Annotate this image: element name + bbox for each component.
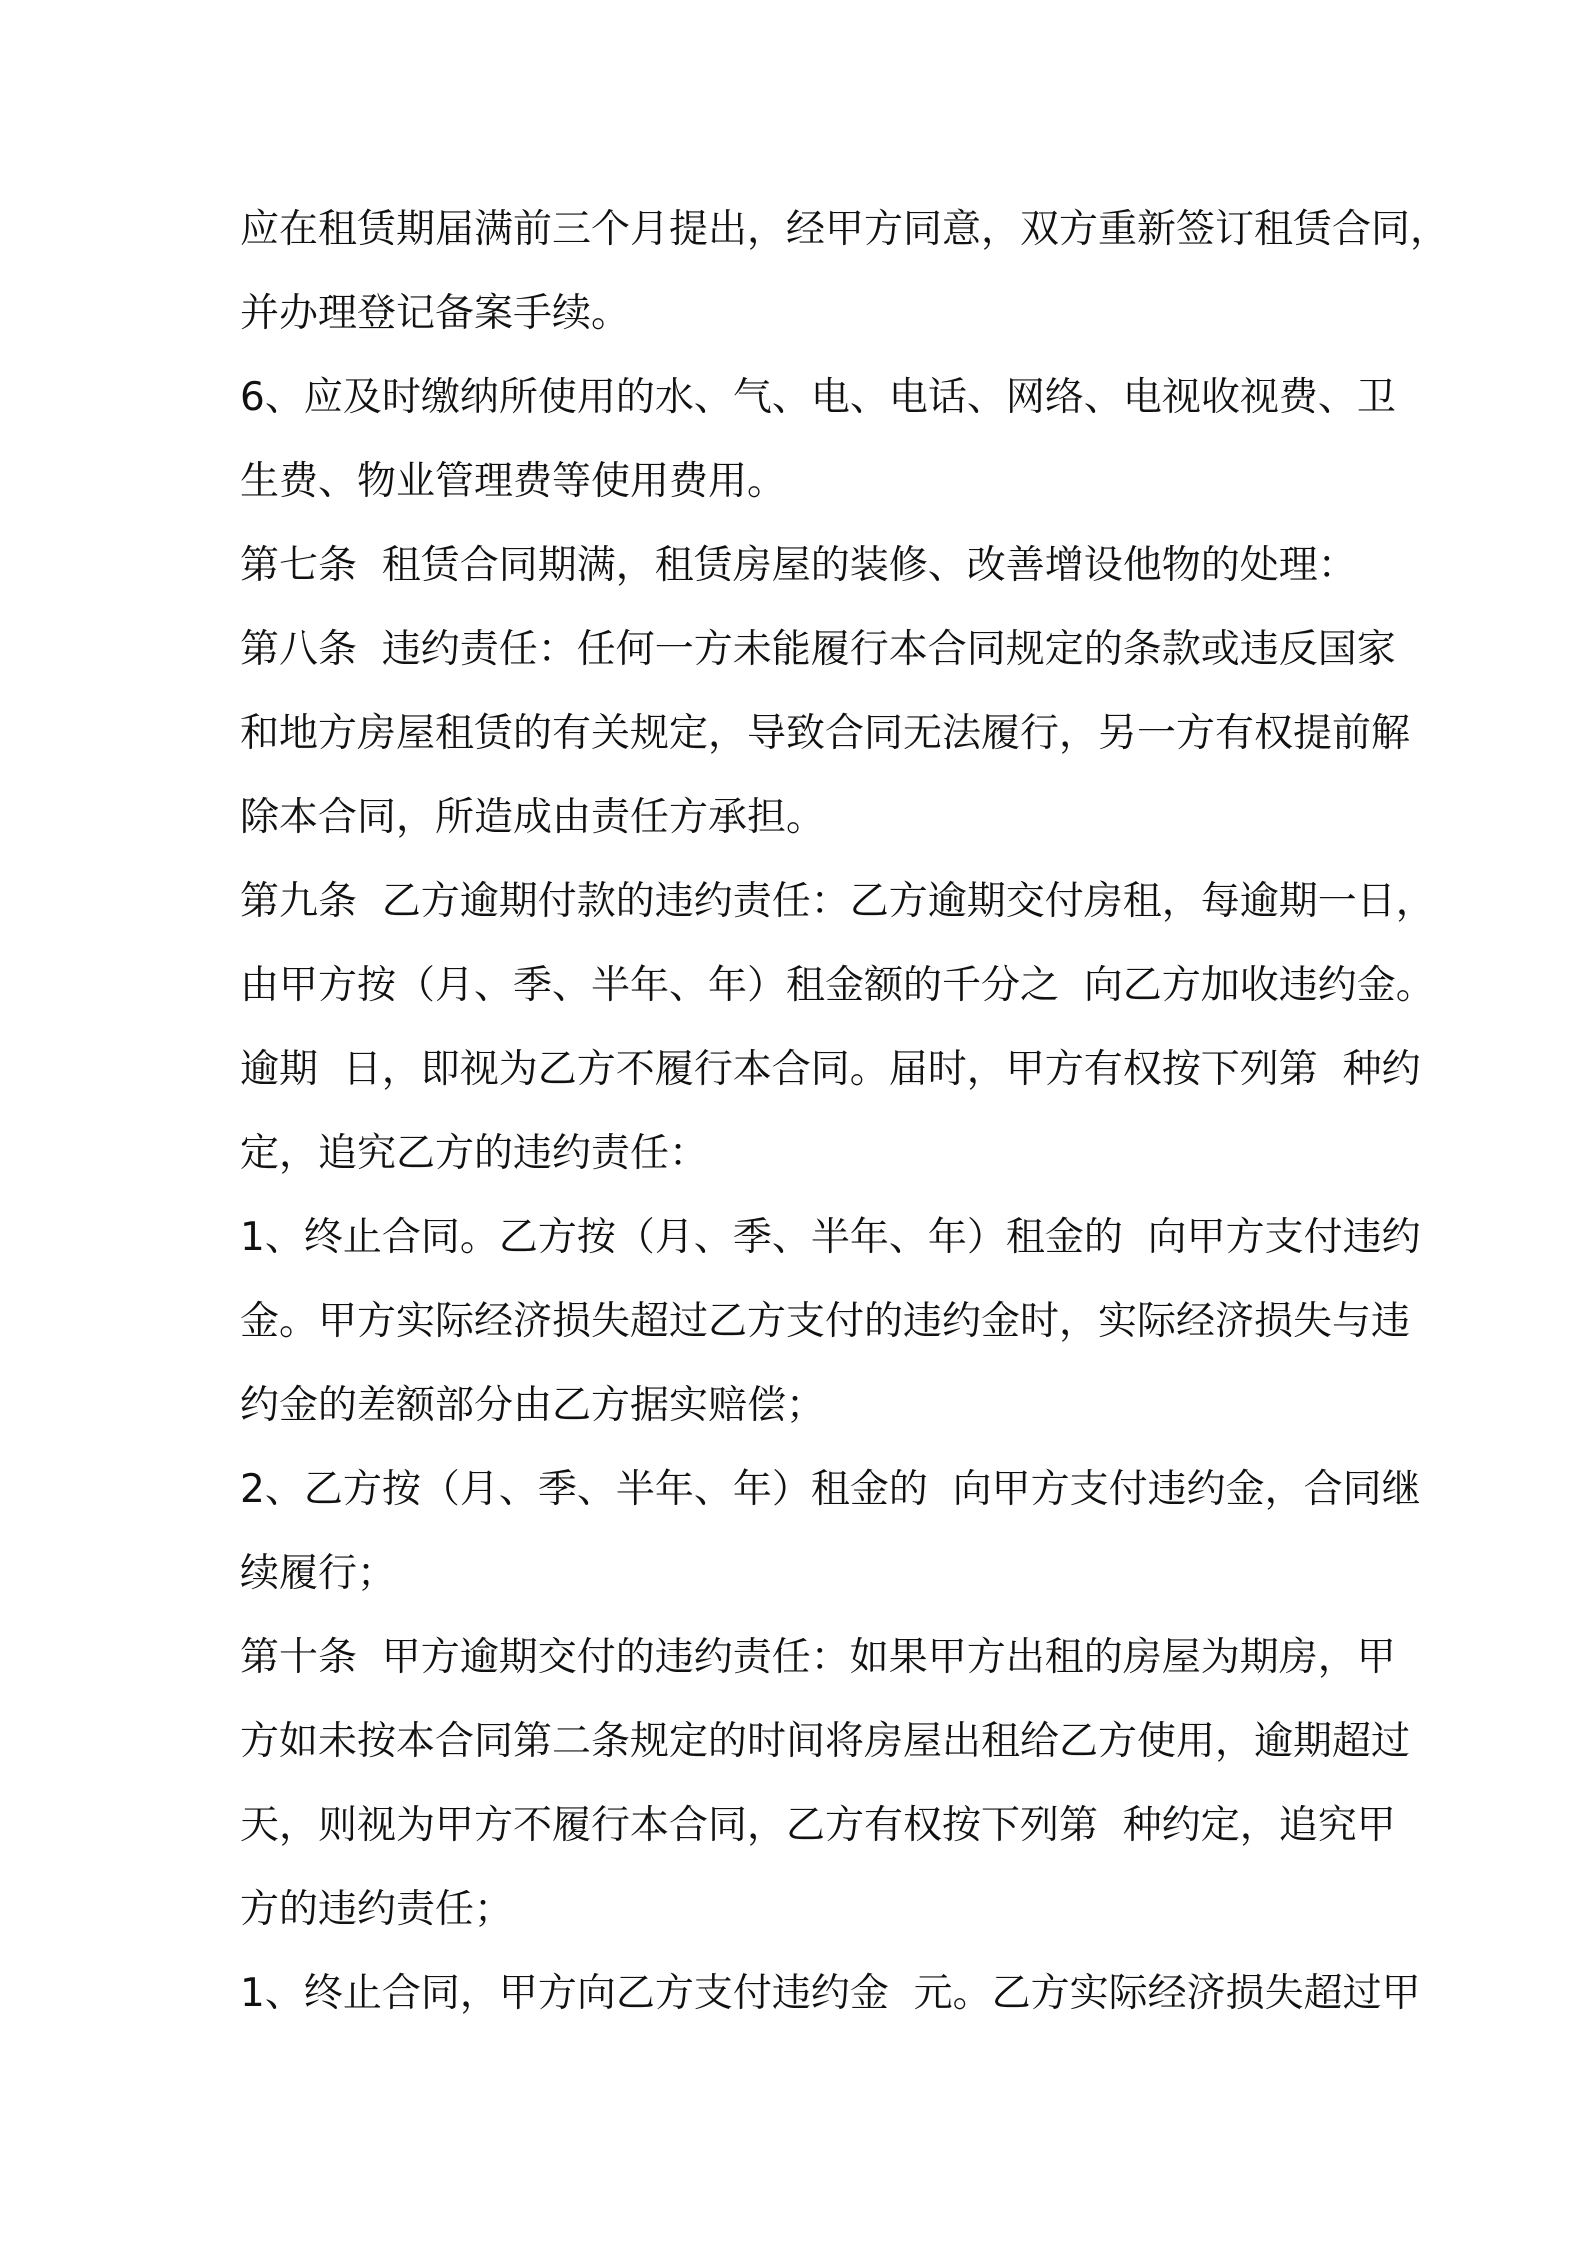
- text-line: 1、终止合同。乙方按（月、季、半年、年）租金的 向甲方支付违约: [240, 1215, 1421, 1260]
- text-line: 第九条 乙方逾期付款的违约责任：乙方逾期交付房租，每逾期一日，: [240, 879, 1435, 924]
- text-line: 和地方房屋租赁的有关规定，导致合同无法履行，另一方有权提前解: [240, 711, 1411, 756]
- text-line: 逾期 日，即视为乙方不履行本合同。届时，甲方有权按下列第 种约: [240, 1047, 1421, 1092]
- text-line: 方如未按本合同第二条规定的时间将房屋出租给乙方使用，逾期超过: [240, 1719, 1411, 1764]
- text-line: 应在租赁期届满前三个月提出，经甲方同意，双方重新签订租赁合同，: [240, 207, 1450, 252]
- text-line: 定，追究乙方的违约责任：: [240, 1131, 709, 1176]
- text-line: 第七条 租赁合同期满，租赁房屋的装修、改善增设他物的处理：: [240, 543, 1357, 588]
- text-line: 续履行；: [240, 1551, 397, 1596]
- text-line: 金。甲方实际经济损失超过乙方支付的违约金时，实际经济损失与违: [240, 1299, 1411, 1344]
- text-line: 2、乙方按（月、季、半年、年）租金的 向甲方支付违约金，合同继: [240, 1467, 1421, 1512]
- text-line: 天，则视为甲方不履行本合同，乙方有权按下列第 种约定，追究甲: [240, 1803, 1396, 1848]
- document-body: [240, 198, 1450, 2046]
- text-line: 除本合同，所造成由责任方承担。: [240, 795, 826, 840]
- text-line: 方的违约责任；: [240, 1887, 514, 1932]
- text-line: 约金的差额部分由乙方据实赔偿；: [240, 1383, 826, 1428]
- text-line: 6、应及时缴纳所使用的水、气、电、电话、网络、电视收视费、卫: [240, 375, 1396, 420]
- text-line: 生费、物业管理费等使用费用。: [240, 459, 787, 504]
- text-line: 第十条 甲方逾期交付的违约责任：如果甲方出租的房屋为期房，甲: [240, 1635, 1396, 1680]
- text-line: 由甲方按（月、季、半年、年）租金额的千分之 向乙方加收违约金。: [240, 963, 1435, 1008]
- text-line: 第八条 违约责任：任何一方未能履行本合同规定的条款或违反国家: [240, 627, 1396, 672]
- text-line: 并办理登记备案手续。: [240, 291, 631, 336]
- text-line: 1、终止合同，甲方向乙方支付违约金 元。乙方实际经济损失超过甲: [240, 1971, 1421, 2016]
